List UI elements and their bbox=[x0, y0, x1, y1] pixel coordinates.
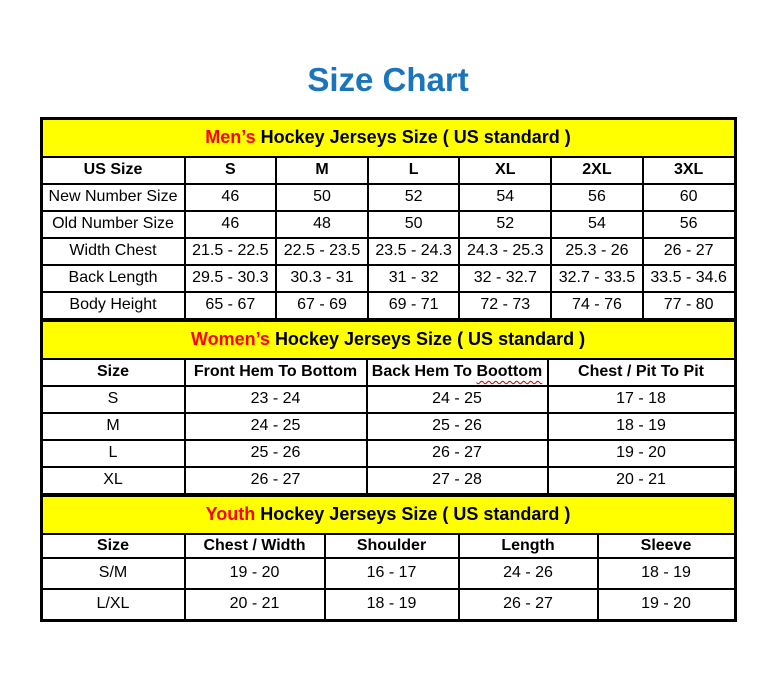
size-cell: 32 - 32.7 bbox=[459, 265, 551, 292]
size-cell: 69 - 71 bbox=[368, 292, 460, 319]
size-cell: 25 - 26 bbox=[185, 440, 367, 467]
size-cell: 25.3 - 26 bbox=[551, 238, 643, 265]
youth-size-table bbox=[41, 495, 736, 621]
size-cell: 26 - 27 bbox=[643, 238, 735, 265]
size-cell: 67 - 69 bbox=[276, 292, 368, 319]
row-label: L bbox=[42, 440, 185, 467]
size-cell: 46 bbox=[185, 184, 277, 211]
size-cell: 19 - 20 bbox=[185, 558, 325, 589]
size-cell: 60 bbox=[643, 184, 735, 211]
column-header: S bbox=[185, 157, 277, 184]
size-cell: 18 - 19 bbox=[325, 589, 459, 620]
size-cell: 21.5 - 22.5 bbox=[185, 238, 277, 265]
size-cell: 32.7 - 33.5 bbox=[551, 265, 643, 292]
size-cell: 19 - 20 bbox=[598, 589, 735, 620]
table-row bbox=[42, 589, 735, 620]
size-cell: 54 bbox=[551, 211, 643, 238]
size-cell: 24 - 25 bbox=[367, 386, 548, 413]
column-header: Shoulder bbox=[325, 534, 459, 558]
column-header-text: Back Hem To bbox=[371, 363, 472, 381]
womens-accent-label: Women’s bbox=[190, 329, 270, 350]
misspelled-word: Boottom bbox=[476, 363, 543, 381]
table-row bbox=[42, 558, 735, 589]
youth-column-header-row bbox=[42, 534, 735, 558]
size-cell: 56 bbox=[551, 184, 643, 211]
size-cell: 46 bbox=[185, 211, 277, 238]
table-row bbox=[42, 238, 735, 265]
column-header: 3XL bbox=[643, 157, 735, 184]
row-label: XL bbox=[42, 467, 185, 494]
mens-section-header-row bbox=[42, 119, 735, 157]
size-cell: 31 - 32 bbox=[368, 265, 460, 292]
table-row bbox=[42, 292, 735, 319]
column-header: Size bbox=[42, 359, 185, 386]
youth-accent-label: Youth bbox=[205, 504, 256, 525]
size-cell: 26 - 27 bbox=[185, 467, 367, 494]
column-header: Length bbox=[459, 534, 598, 558]
size-cell: 20 - 21 bbox=[548, 467, 735, 494]
youth-section-header bbox=[42, 496, 735, 534]
size-cell: 24 - 25 bbox=[185, 413, 367, 440]
row-label: Body Height bbox=[42, 292, 185, 319]
column-header: US Size bbox=[42, 157, 185, 184]
row-label: Back Length bbox=[42, 265, 185, 292]
column-header: XL bbox=[459, 157, 551, 184]
youth-header-text: Hockey Jerseys Size ( US standard ) bbox=[260, 504, 571, 525]
womens-column-header-row bbox=[42, 359, 735, 386]
row-label: Old Number Size bbox=[42, 211, 185, 238]
mens-section-header bbox=[42, 119, 735, 157]
size-cell: 74 - 76 bbox=[551, 292, 643, 319]
size-cell: 22.5 - 23.5 bbox=[276, 238, 368, 265]
column-header: M bbox=[276, 157, 368, 184]
size-cell: 27 - 28 bbox=[367, 467, 548, 494]
mens-accent-label: Men’s bbox=[205, 127, 256, 148]
size-cell: 33.5 - 34.6 bbox=[643, 265, 735, 292]
size-cell: 26 - 27 bbox=[459, 589, 598, 620]
size-cell: 52 bbox=[368, 184, 460, 211]
row-label: M bbox=[42, 413, 185, 440]
column-header: Sleeve bbox=[598, 534, 735, 558]
size-cell: 50 bbox=[276, 184, 368, 211]
row-label: S/M bbox=[42, 558, 185, 589]
row-label: L/XL bbox=[42, 589, 185, 620]
size-cell: 50 bbox=[368, 211, 460, 238]
size-cell: 72 - 73 bbox=[459, 292, 551, 319]
column-header bbox=[367, 359, 548, 386]
size-cell: 17 - 18 bbox=[548, 386, 735, 413]
youth-section-header-row bbox=[42, 496, 735, 534]
size-cell: 20 - 21 bbox=[185, 589, 325, 620]
column-header: Front Hem To Bottom bbox=[185, 359, 367, 386]
size-cell: 77 - 80 bbox=[643, 292, 735, 319]
size-cell: 18 - 19 bbox=[598, 558, 735, 589]
table-row bbox=[42, 413, 735, 440]
size-chart-container bbox=[40, 117, 737, 622]
table-row bbox=[42, 467, 735, 494]
size-cell: 52 bbox=[459, 211, 551, 238]
column-header: 2XL bbox=[551, 157, 643, 184]
womens-section-header-row bbox=[42, 321, 735, 359]
table-row bbox=[42, 265, 735, 292]
size-cell: 23.5 - 24.3 bbox=[368, 238, 460, 265]
size-cell: 56 bbox=[643, 211, 735, 238]
size-cell: 16 - 17 bbox=[325, 558, 459, 589]
table-row bbox=[42, 184, 735, 211]
mens-header-text: Hockey Jerseys Size ( US standard ) bbox=[260, 127, 571, 148]
row-label: S bbox=[42, 386, 185, 413]
size-cell: 29.5 - 30.3 bbox=[185, 265, 277, 292]
column-header: Size bbox=[42, 534, 185, 558]
page-title: Size Chart bbox=[307, 61, 469, 98]
size-cell: 24.3 - 25.3 bbox=[459, 238, 551, 265]
size-cell: 65 - 67 bbox=[185, 292, 277, 319]
size-cell: 26 - 27 bbox=[367, 440, 548, 467]
row-label: Width Chest bbox=[42, 238, 185, 265]
womens-header-text: Hockey Jerseys Size ( US standard ) bbox=[274, 329, 586, 350]
table-row bbox=[42, 440, 735, 467]
mens-size-table bbox=[41, 118, 736, 320]
womens-section-header bbox=[42, 321, 735, 359]
size-cell: 48 bbox=[276, 211, 368, 238]
size-cell: 30.3 - 31 bbox=[276, 265, 368, 292]
mens-column-header-row bbox=[42, 157, 735, 184]
size-cell: 25 - 26 bbox=[367, 413, 548, 440]
column-header: Chest / Pit To Pit bbox=[548, 359, 735, 386]
size-cell: 54 bbox=[459, 184, 551, 211]
table-row bbox=[42, 386, 735, 413]
womens-size-table bbox=[41, 320, 736, 495]
column-header: L bbox=[368, 157, 460, 184]
row-label: New Number Size bbox=[42, 184, 185, 211]
size-cell: 19 - 20 bbox=[548, 440, 735, 467]
table-row bbox=[42, 211, 735, 238]
size-cell: 24 - 26 bbox=[459, 558, 598, 589]
size-cell: 18 - 19 bbox=[548, 413, 735, 440]
size-cell: 23 - 24 bbox=[185, 386, 367, 413]
column-header: Chest / Width bbox=[185, 534, 325, 558]
